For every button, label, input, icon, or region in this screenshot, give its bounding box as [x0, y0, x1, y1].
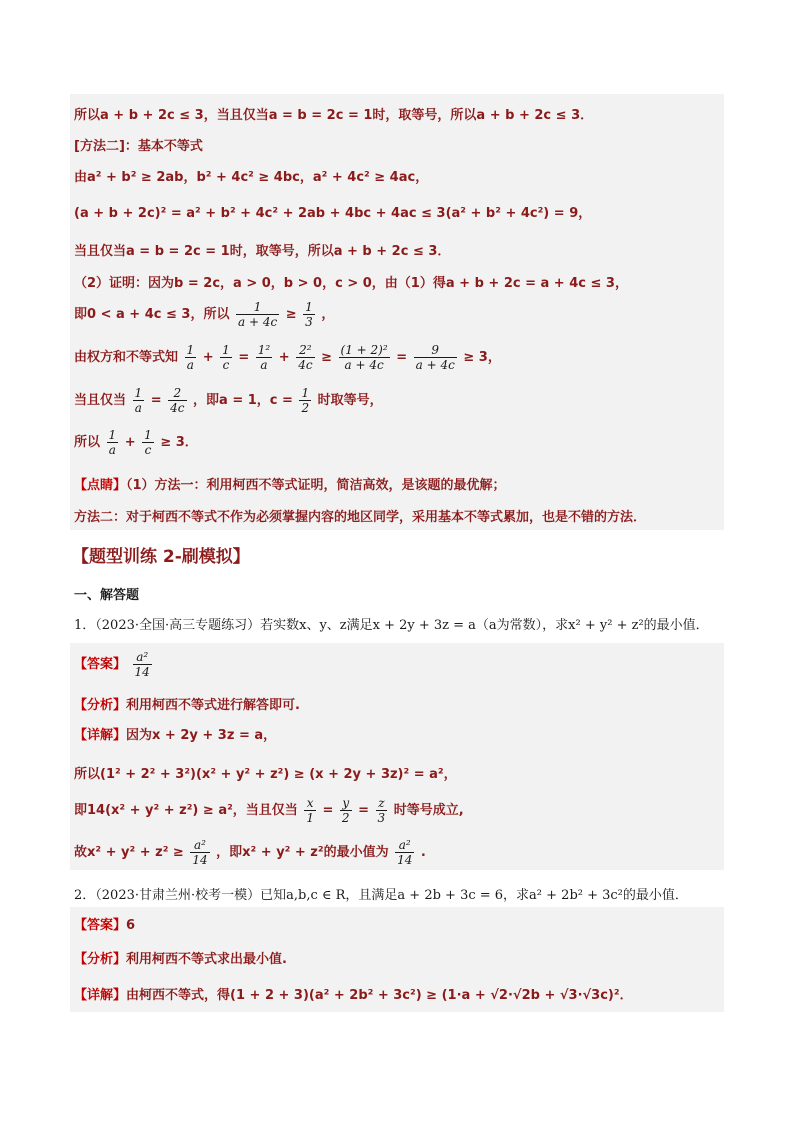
fraction: $\frac{\text{2²}}{4c}$	[298, 343, 313, 372]
fraction: $\frac{1}{a}$	[108, 428, 117, 457]
fraction: $\frac{1}{c}$	[144, 428, 152, 457]
fraction: $\frac{y}{2}$	[341, 796, 350, 825]
fraction: $\frac{1}{a}$	[134, 386, 143, 415]
answer-line	[74, 650, 154, 679]
answer-label: 【答案】	[74, 918, 127, 933]
fraction: $\frac{1}{3}$	[305, 300, 313, 329]
fraction: $\frac{\text{a²}}{14}$	[134, 650, 150, 679]
answer-line: 【答案】6	[74, 918, 136, 933]
text-line: 所以a + b + 2c ≤ 3，当且仅当a = b = 2c = 1时，取等号，所以a + b + 2c ≤ 3．	[74, 108, 594, 123]
method-two-heading: [方法二]：基本不等式	[74, 139, 203, 154]
text-line: 即0 < a + 4c ≤ 3，所以 $\frac{1}{a + 4c}$ ≥ $\frac{1}{3}$ ，	[74, 300, 335, 329]
detail-label: 【详解】	[74, 988, 127, 1003]
section-title: 【题型训练 2-刷模拟】	[72, 547, 250, 567]
detail-line: 【详解】因为x + 2y + 3z = a，	[74, 728, 277, 743]
text-line: 当且仅当 $\frac{1}{a}$ = $\frac{2}{4c}$ ，即a = 1，c = $\frac{1}{2}$ 时取等号，	[74, 386, 383, 415]
text-line: （2）证明：因为b = 2c，a > 0，b > 0，c > 0，由（1）得a + b + 2c = a + 4c ≤ 3，	[74, 276, 628, 291]
remark-label: 【点睛】	[74, 478, 127, 493]
solution-block-shade	[70, 643, 724, 870]
detail-line: 【详解】由柯西不等式，得(1 + 2 + 3)(a² + 2b² + 3c²) ≥ (1·a + √2·√2b + √3·√3c)²．	[74, 988, 633, 1003]
text-line: (a + b + 2c)² = a² + b² + 4c² + 2ab + 4bc + 4ac ≤ 3(a² + b² + 4c²) = 9，	[74, 206, 592, 221]
text-line: 所以 $\frac{1}{a}$ + $\frac{1}{c}$ ≥ 3．	[74, 428, 198, 457]
fraction: $\frac{\text{(1 + 2)²}}{a + 4c}$	[340, 343, 388, 372]
analysis-line: 【分析】利用柯西不等式求出最小值.	[74, 952, 287, 967]
detail-label: 【详解】	[74, 728, 127, 743]
analysis-label: 【分析】	[74, 698, 127, 713]
question-stem: 1．（2023·全国·高三专题练习）若实数x、y、z满足x + 2y + 3z = a（a为常数），求x² + y² + z²的最小值．	[74, 618, 709, 633]
fraction: $\frac{\text{a²}}{14}$	[192, 838, 208, 867]
fraction: $\frac{1}{2}$	[301, 386, 310, 415]
analysis-line: 【分析】利用柯西不等式进行解答即可.	[74, 698, 300, 713]
fraction: $\frac{z}{3}$	[377, 796, 386, 825]
text-line: 方法二：对于柯西不等式不作为必须掌握内容的地区同学，采用基本不等式累加，也是不错的方法．	[74, 510, 647, 525]
subsection-title: 一、解答题	[74, 588, 140, 603]
fraction: $\frac{\text{1²}}{a}$	[257, 343, 271, 372]
question-stem: 2．（2023·甘肃兰州·校考一模）已知a,b,c ∈ R，且满足a + 2b + 3c = 6，求a² + 2b² + 3c²的最小值．	[74, 888, 688, 903]
fraction: $\frac{2}{4c}$	[170, 386, 185, 415]
fraction: $\frac{9}{a + 4c}$	[415, 343, 455, 372]
remark-line: 【点睛】（1）方法一：利用柯西不等式证明，简洁高效，是该题的最优解；	[74, 478, 506, 493]
text-line: 所以(1² + 2² + 3²)(x² + y² + z²) ≥ (x + 2y + 3z)² = a²，	[74, 767, 457, 782]
fraction: $\frac{x}{1}$	[306, 796, 314, 825]
text-line: 当且仅当a = b = 2c = 1时，取等号，所以a + b + 2c ≤ 3．	[74, 244, 451, 259]
text-line: 即14(x² + y² + z²) ≥ a²，当且仅当 $\frac{x}{1}$ = $\frac{y}{2}$ = $\frac{z}{3}$ 时等号成立,	[74, 796, 464, 825]
text-line: 由a² + b² ≥ 2ab，b² + 4c² ≥ 4bc，a² + 4c² ≥ 4ac，	[74, 170, 429, 185]
text-line: 由权方和不等式知 $\frac{1}{a}$ + $\frac{1}{c}$ = $\frac{\text{1²}}{a}$ + $\frac{\text{2²}}{4c}$ ≥ $\frac{\text{(1 + 2)²}}{a + 4c}$ = $\frac{9}{a + 4c}$ ≥ 3，	[74, 343, 501, 372]
fraction: $\frac{1}{c}$	[222, 343, 230, 372]
analysis-label: 【分析】	[74, 952, 127, 967]
answer-label: 【答案】	[74, 657, 127, 672]
fraction: $\frac{1}{a + 4c}$	[237, 300, 278, 329]
fraction: $\frac{\text{a²}}{14}$	[397, 838, 413, 867]
fraction: $\frac{1}{a}$	[186, 343, 195, 372]
text-line: 故x² + y² + z² ≥ $\frac{\text{a²}}{14}$ ，即x² + y² + z²的最小值为 $\frac{\text{a²}}{14}$ .	[74, 838, 426, 867]
